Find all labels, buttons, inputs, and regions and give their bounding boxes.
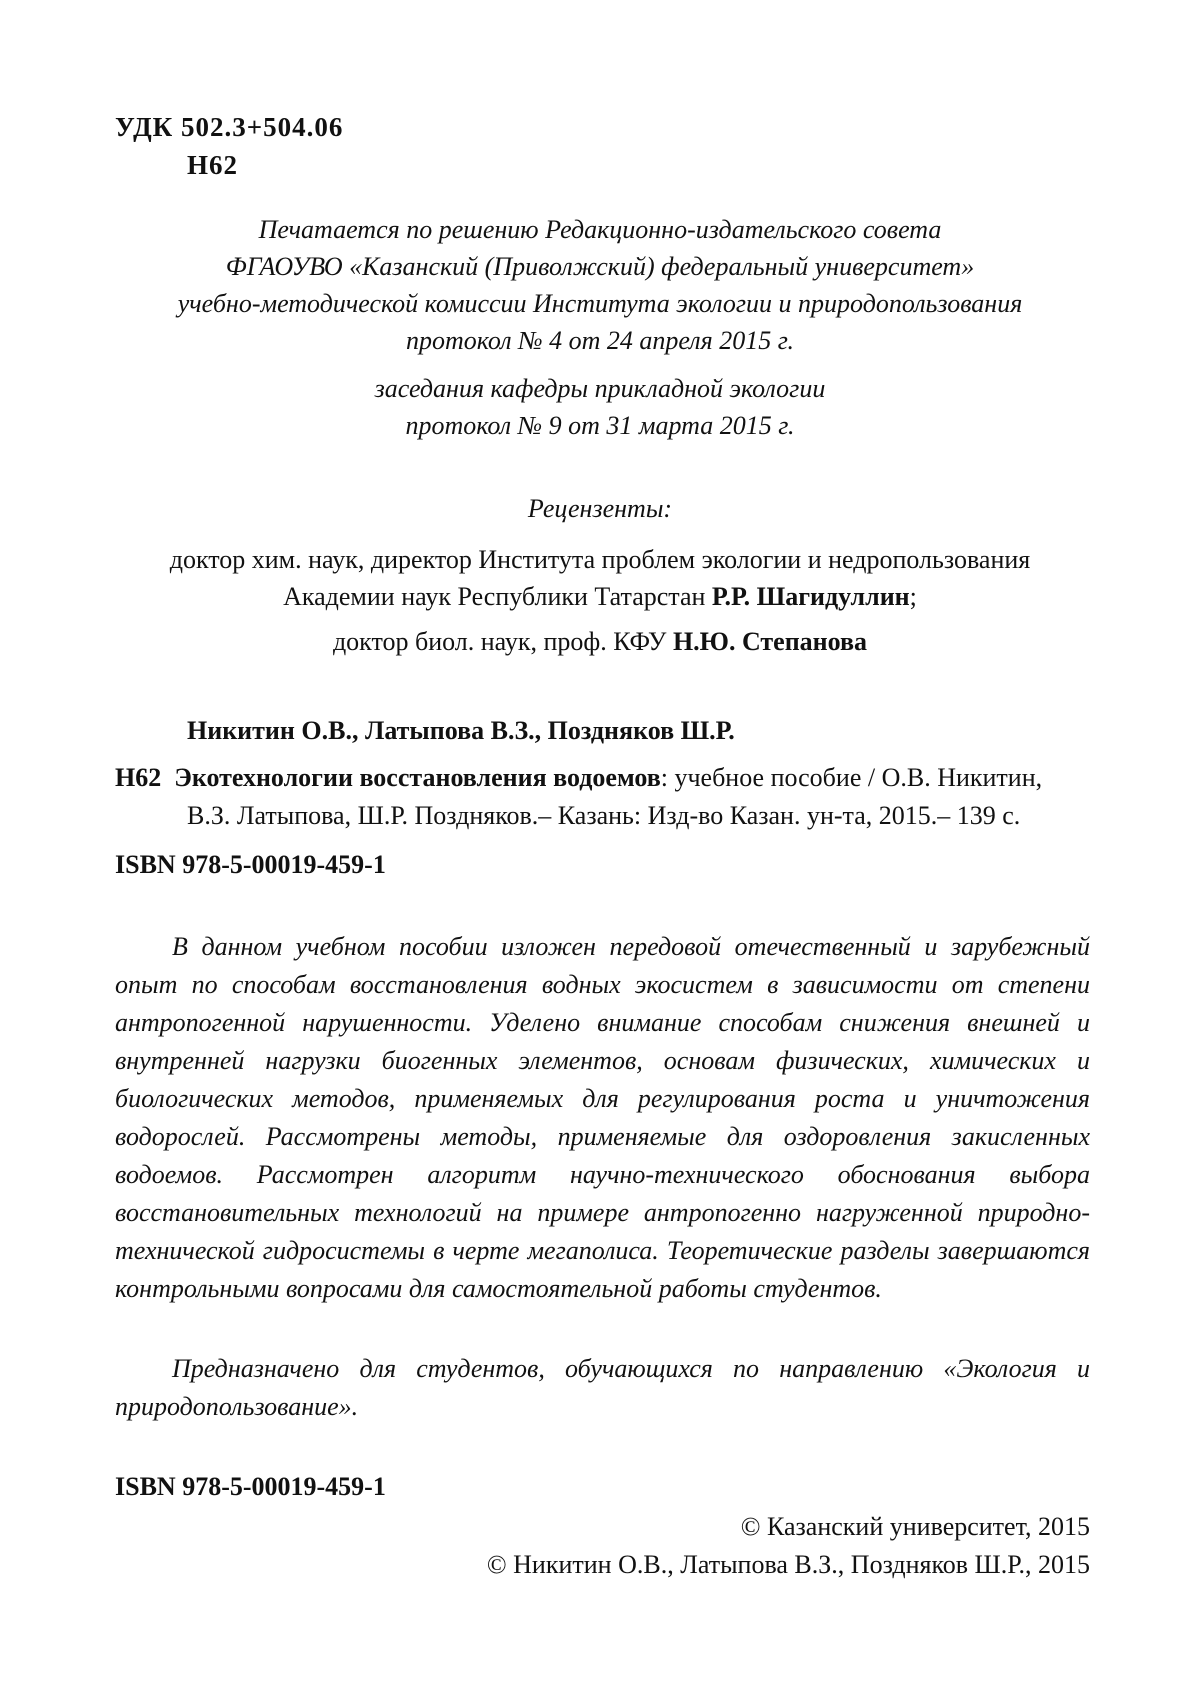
udc-code: УДК 502.3+504.06 [115, 112, 344, 142]
approval-line-5: заседания кафедры прикладной экологии [374, 374, 826, 403]
catalog-description-2: В.З. Латыпова, Ш.Р. Поздняков.– Казань: Изд-во Казан. ун-та, 2015.– 139 с. [187, 801, 1021, 830]
purpose-paragraph: Предназначено для студентов, обучающихся по направлению «Экология и природопользование». [115, 1354, 1090, 1421]
abstract-paragraph: В данном учебном пособии изложен передовой отечественный и зарубежный опыт по способам восстановления водных экосистем в зависимости от степени антропогенной нарушенности. Уделено внимание способам снижения внешней и внутренней нагрузки биогенных элементов, основам физических, химических и биологических методов, применяемых для регулирования роста и уничтожения водорослей. Рассмотрены методы, применяемые для оздоровления закисленных водоемов. Рассмотрен алгоритм научно-технического обоснования выбора восстановительных технологий на примере антропогенно нагруженной природно-технической гидросистемы в черте мегаполиса. Теоретические разделы завершаются контрольными вопросами для самостоятельной работы студентов. [115, 932, 1090, 1303]
authors-line: Никитин О.В., Латыпова В.З., Поздняков Ш.Р. [187, 716, 735, 745]
reviewer-2-line [0, 627, 1200, 657]
reviewer-1-line-2 [0, 582, 1200, 612]
catalog-code: Н62 [115, 763, 162, 792]
reviewer-2-name: Н.Ю. Степанова [672, 627, 868, 656]
reviewer-1-affiliation: Академии наук Республики Татарстан [283, 582, 712, 611]
bbk-code: Н62 [187, 150, 239, 180]
approval-line-6: протокол № 9 от 31 марта 2015 г. [405, 411, 795, 440]
reviewer-1-name: Р.Р. Шагидуллин [711, 582, 910, 611]
copyright-university: © Казанский университет, 2015 [740, 1512, 1090, 1541]
catalog-entry [115, 763, 1042, 793]
isbn-top: ISBN 978-5-00019-459-1 [115, 850, 386, 879]
approval-line-3: учебно-методической комиссии Института экологии и природопользования [177, 289, 1023, 318]
reviewers-heading: Рецензенты: [527, 494, 673, 523]
reviewer-1-suffix: ; [909, 582, 917, 611]
book-title: Экотехнологии восстановления водоемов [174, 763, 661, 792]
approval-line-2: ФГАОУВО «Казанский (Приволжский) федеральный университет» [225, 252, 975, 281]
reviewer-1-line-1: доктор хим. наук, директор Института проблем экологии и недропользования [169, 545, 1031, 574]
catalog-description-1: : учебное пособие / О.В. Никитин, [660, 763, 1043, 792]
isbn-bottom: ISBN 978-5-00019-459-1 [115, 1472, 386, 1501]
approval-line-1: Печатается по решению Редакционно-издательского совета [258, 215, 942, 244]
approval-line-4: протокол № 4 от 24 апреля 2015 г. [405, 326, 795, 355]
reviewer-2-affiliation: доктор биол. наук, проф. КФУ [332, 627, 673, 656]
copyright-authors: © Никитин О.В., Латыпова В.З., Поздняков Ш.Р., 2015 [486, 1550, 1090, 1579]
